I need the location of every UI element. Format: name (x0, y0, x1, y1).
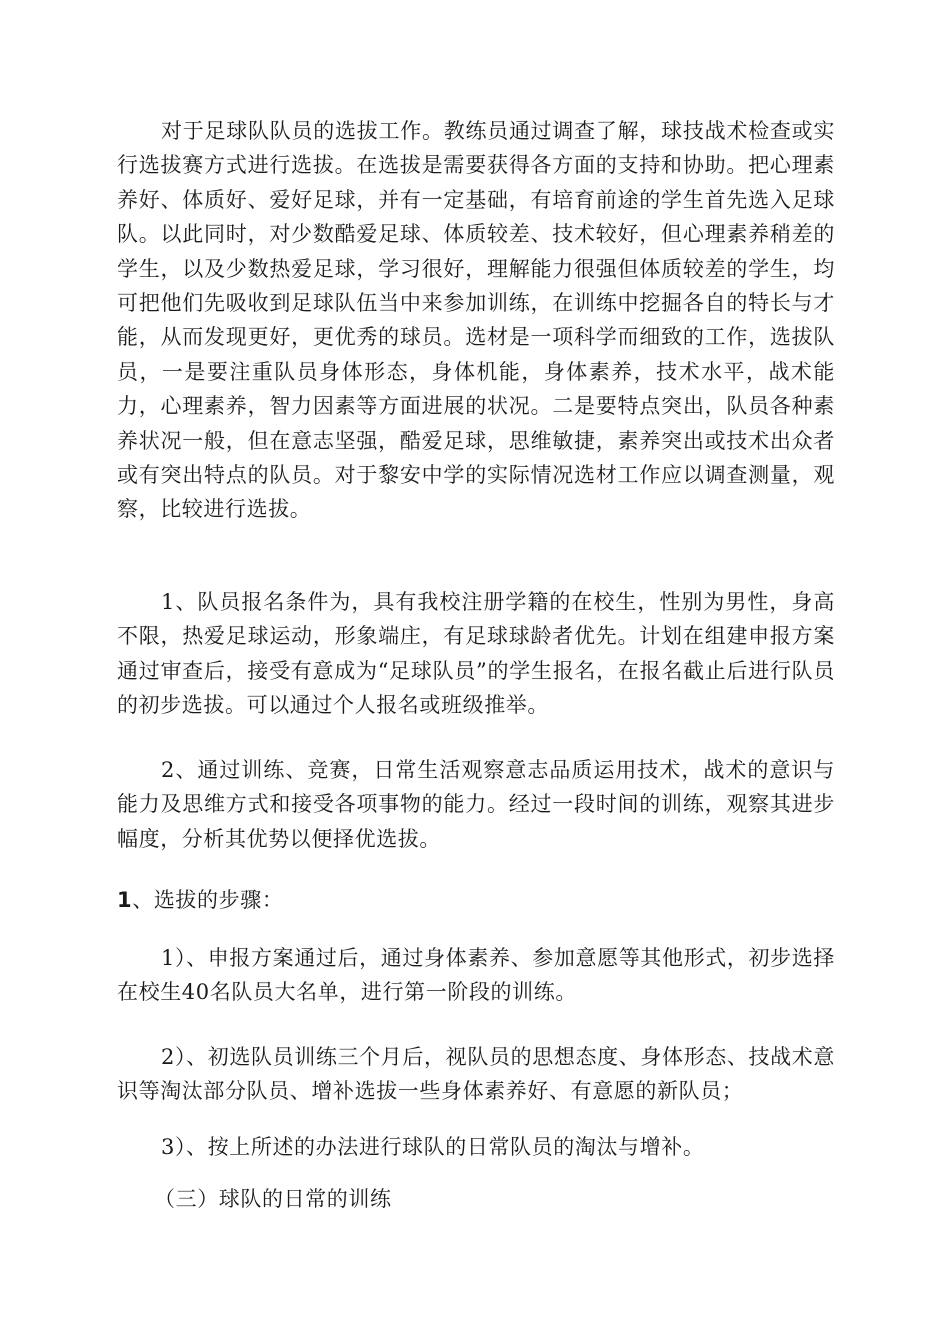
heading-number: 1 (117, 888, 133, 912)
heading-text: 、选拔的步骤： (132, 888, 284, 912)
step-1: 1）、申报方案通过后，通过身体素养、参加意愿等其他形式，初步选择在校生40名队员大名单，进行第一阶段的训练。 (117, 946, 835, 1005)
step-2: 2）、初选队员训练三个月后，视队员的思想态度、身体形态、技战术意识等淘汰部分队员、增补选拔一些身体素养好、有意愿的新队员； (117, 1045, 835, 1104)
paragraph-condition-1: 1、队员报名条件为，具有我校注册学籍的在校生，性别为男性，身高不限，热爱足球运动，形象端庄，有足球球龄者优先。计划在组建申报方案通过审查后，接受有意成为“足球队员”的学生报名，在报名截止后进行队员的初步选拔。可以通过个人报名或班级推举。 (117, 590, 835, 718)
heading-selection-steps (117, 883, 283, 917)
paragraph-selection-intro: 对于足球队队员的选拔工作。教练员通过调查了解，球技战术检查或实行选拔赛方式进行选拔。在选拔是需要获得各方面的支持和协助。把心理素养好、体质好、爱好足球，并有一定基础，有培育前途的学生首先选入足球队。以此同时，对少数酷爱足球、体质较差、技术较好，但心理素养稍差的学生，以及少数热爱足球，学习很好，理解能力很强但体质较差的学生，均可把他们先吸收到足球队伍当中来参加训练，在训练中挖掘各自的特长与才能，从而发现更好，更优秀的球员。选材是一项科学而细致的工作，选拔队员，一是要注重队员身体形态，身体机能，身体素养，技术水平，战术能力，心理素养，智力因素等方面进展的状况。二是要特点突出，队员各种素养状况一般，但在意志坚强，酷爱足球，思维敏捷，素养突出或技术出众者或有突出特点的队员。对于黎安中学的实际情况选材工作应以调查测量，观察，比较进行选拔。 (117, 119, 835, 522)
section-heading-daily-training: （三）球队的日常的训练 (154, 1187, 392, 1211)
paragraph-condition-2: 2、通过训练、竞赛，日常生活观察意志品质运用技术，战术的意识与能力及思维方式和接受各项事物的能力。经过一段时间的训练，观察其进步幅度，分析其优势以便择优选拔。 (117, 758, 835, 851)
step-3: 3）、按上所述的办法进行球队的日常队员的淘汰与增补。 (161, 1135, 705, 1159)
